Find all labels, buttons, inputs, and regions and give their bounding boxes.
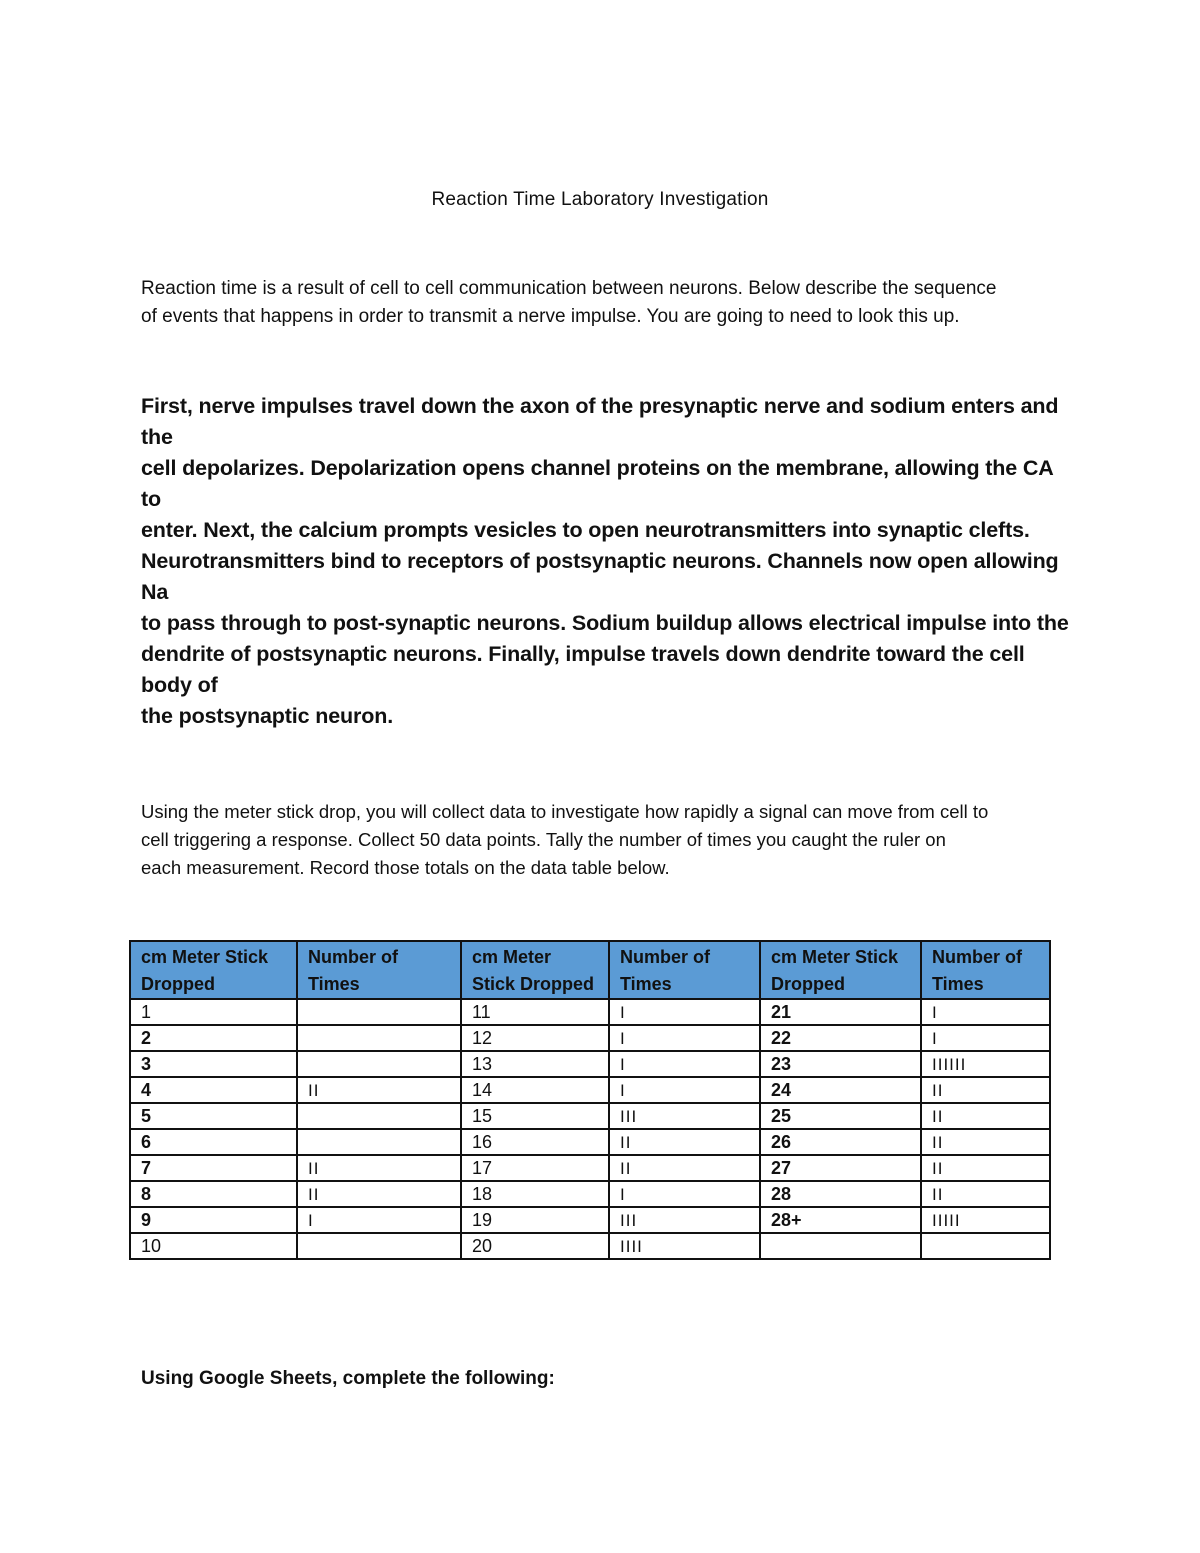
method-paragraph <box>141 798 1076 882</box>
tally-cell: IIIIII <box>921 1051 1050 1077</box>
answer-line: to pass through to post-synaptic neurons. Sodium buildup allows electrical impulse into the <box>141 611 1069 635</box>
header-cm-dropped: cm Meter Stick Dropped <box>130 941 297 999</box>
table-row <box>130 1155 1050 1181</box>
header-cm-dropped: cm Meter Stick Dropped <box>461 941 609 999</box>
cm-cell: 17 <box>461 1155 609 1181</box>
table-row <box>130 1103 1050 1129</box>
cm-cell: 2 <box>130 1025 297 1051</box>
cm-cell: 28+ <box>760 1207 921 1233</box>
tally-cell: II <box>921 1181 1050 1207</box>
tally-cell: I <box>921 1025 1050 1051</box>
cm-cell: 23 <box>760 1051 921 1077</box>
cm-cell: 22 <box>760 1025 921 1051</box>
tally-cell <box>921 1233 1050 1259</box>
tally-cell <box>297 1051 461 1077</box>
tally-cell: III <box>609 1207 760 1233</box>
cm-cell: 26 <box>760 1129 921 1155</box>
tally-cell: II <box>297 1181 461 1207</box>
table-row <box>130 1025 1050 1051</box>
tally-cell: II <box>921 1103 1050 1129</box>
cm-cell: 16 <box>461 1129 609 1155</box>
tally-cell: II <box>609 1129 760 1155</box>
tally-cell: I <box>609 999 760 1025</box>
tally-cell: I <box>609 1025 760 1051</box>
cm-cell: 11 <box>461 999 609 1025</box>
document-title: Reaction Time Laboratory Investigation <box>431 189 769 210</box>
cm-cell: 6 <box>130 1129 297 1155</box>
method-line: cell triggering a response. Collect 50 data points. Tally the number of times you caught the ruler on <box>141 829 946 850</box>
table-row <box>130 1233 1050 1259</box>
cm-cell: 13 <box>461 1051 609 1077</box>
tally-cell: II <box>921 1129 1050 1155</box>
intro-line: of events that happens in order to transmit a nerve impulse. You are going to need to look this up. <box>141 306 960 327</box>
method-line: each measurement. Record those totals on the data table below. <box>141 857 670 878</box>
intro-paragraph <box>141 275 1071 331</box>
cm-cell: 18 <box>461 1181 609 1207</box>
tally-cell <box>297 1233 461 1259</box>
answer-line: cell depolarizes. Depolarization opens channel proteins on the membrane, allowing the CA to <box>141 456 1053 511</box>
answer-line: the postsynaptic neuron. <box>141 704 394 728</box>
cm-cell: 20 <box>461 1233 609 1259</box>
table-row <box>130 1181 1050 1207</box>
table-row <box>130 999 1050 1025</box>
cm-cell: 19 <box>461 1207 609 1233</box>
tally-cell: I <box>609 1051 760 1077</box>
table-row <box>130 1129 1050 1155</box>
tally-cell <box>297 1103 461 1129</box>
cm-cell <box>760 1233 921 1259</box>
table-row <box>130 1207 1050 1233</box>
cm-cell: 12 <box>461 1025 609 1051</box>
answer-line: enter. Next, the calcium prompts vesicles to open neurotransmitters into synaptic clefts. <box>141 518 1030 542</box>
cm-cell: 24 <box>760 1077 921 1103</box>
cm-cell: 15 <box>461 1103 609 1129</box>
tally-cell: I <box>297 1207 461 1233</box>
header-number-of-times: Number of Times <box>921 941 1050 999</box>
cm-cell: 4 <box>130 1077 297 1103</box>
table-row <box>130 1051 1050 1077</box>
tally-cell: II <box>297 1077 461 1103</box>
cm-cell: 7 <box>130 1155 297 1181</box>
cm-cell: 9 <box>130 1207 297 1233</box>
answer-line: dendrite of postsynaptic neurons. Finally, impulse travels down dendrite toward the cell body of <box>141 642 1025 697</box>
cm-cell: 27 <box>760 1155 921 1181</box>
header-number-of-times: Number of Times <box>609 941 760 999</box>
table-header-row <box>130 941 1050 999</box>
tally-cell: II <box>297 1155 461 1181</box>
cm-cell: 3 <box>130 1051 297 1077</box>
table-row <box>130 1077 1050 1103</box>
tally-cell: I <box>921 999 1050 1025</box>
tally-cell: I <box>609 1181 760 1207</box>
cm-cell: 14 <box>461 1077 609 1103</box>
tally-cell: II <box>609 1155 760 1181</box>
cm-cell: 1 <box>130 999 297 1025</box>
cm-cell: 21 <box>760 999 921 1025</box>
intro-line: Reaction time is a result of cell to cell communication between neurons. Below describe the sequence <box>141 278 997 299</box>
tally-cell <box>297 1025 461 1051</box>
header-cm-dropped: cm Meter Stick Dropped <box>760 941 921 999</box>
method-line: Using the meter stick drop, you will collect data to investigate how rapidly a signal can move from cell to <box>141 801 989 822</box>
cm-cell: 8 <box>130 1181 297 1207</box>
answer-line: Neurotransmitters bind to receptors of postsynaptic neurons. Channels now open allowing Na <box>141 549 1059 604</box>
tally-cell: II <box>921 1155 1050 1181</box>
cm-cell: 5 <box>130 1103 297 1129</box>
cm-cell: 25 <box>760 1103 921 1129</box>
google-sheets-heading: Using Google Sheets, complete the following: <box>141 1368 555 1389</box>
tally-cell: IIIII <box>921 1207 1050 1233</box>
cm-cell: 28 <box>760 1181 921 1207</box>
reaction-data-table <box>129 940 1051 1260</box>
tally-cell: IIII <box>609 1233 760 1259</box>
tally-cell: I <box>609 1077 760 1103</box>
tally-cell <box>297 999 461 1025</box>
tally-cell <box>297 1129 461 1155</box>
tally-cell: III <box>609 1103 760 1129</box>
answer-line: First, nerve impulses travel down the axon of the presynaptic nerve and sodium enters and the <box>141 394 1059 449</box>
cm-cell: 10 <box>130 1233 297 1259</box>
student-answer <box>141 391 1076 732</box>
tally-cell: II <box>921 1077 1050 1103</box>
header-number-of-times: Number of Times <box>297 941 461 999</box>
